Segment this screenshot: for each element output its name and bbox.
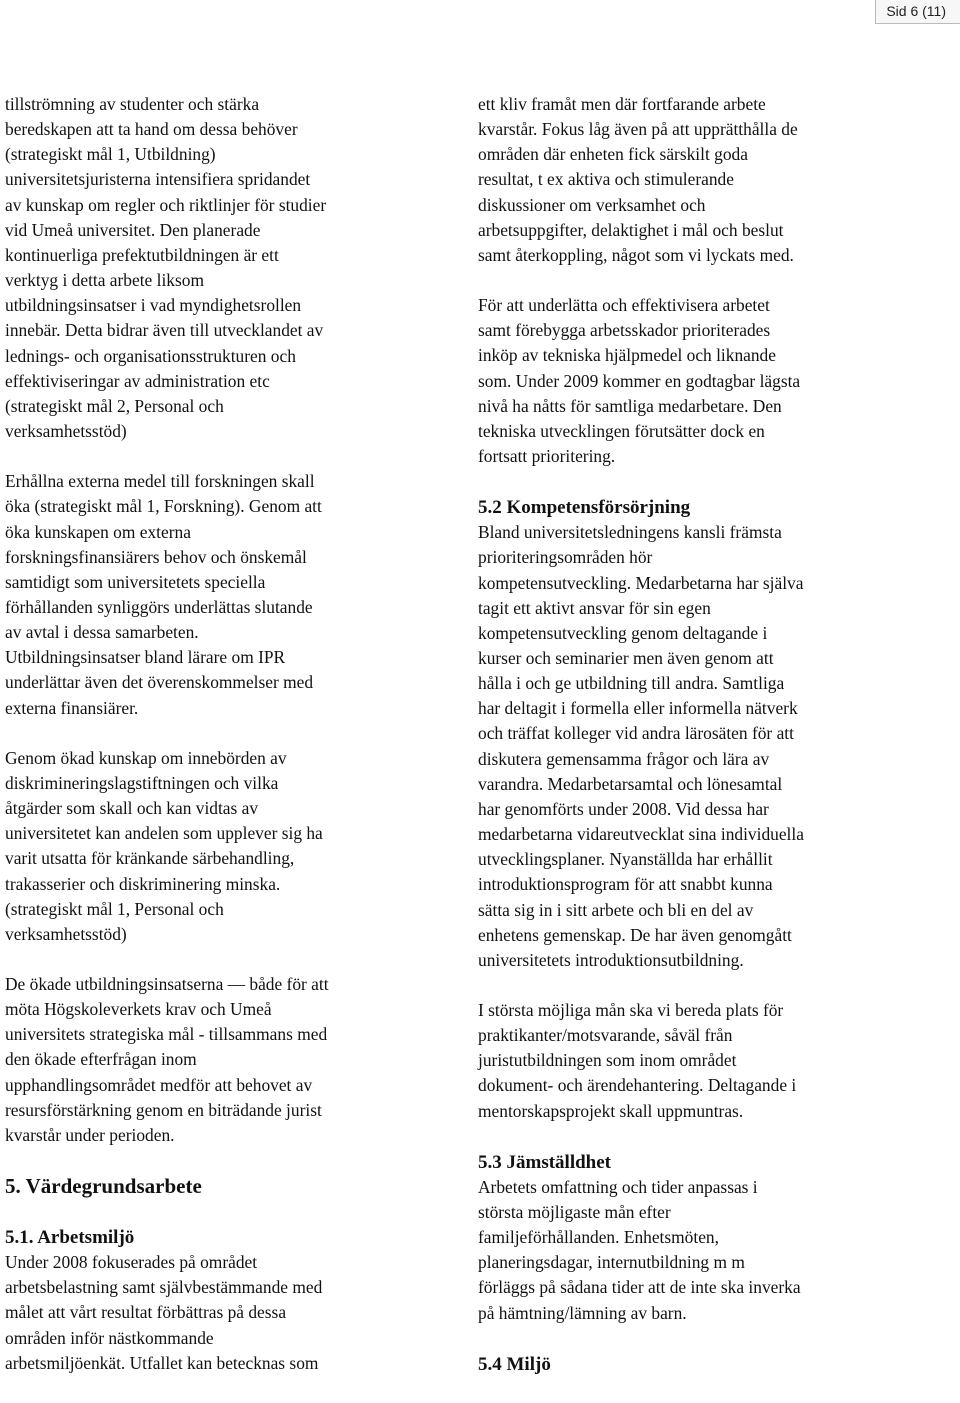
paragraph: Arbetets omfattning och tider anpassas i största möjligaste mån efter familjeförhållanden. Enhetsmöten, planeringsdagar, internutbildning m m förläggs på sådana tider att de inte ska inverka på hämtning/lämning av barn. <box>478 1176 801 1323</box>
paragraph: ett kliv framåt men där fortfarande arbete kvarstår. Fokus låg även på att upprätthålla de områden där enheten fick särskilt goda resultat, t ex aktiva och stimulerande diskussioner om verksamhet och arbetsuppgifter, delaktighet i mål och beslut samt återkoppling, något som vi lyckats med. <box>478 94 798 265</box>
paragraph: tillströmning av studenter och stärka beredskapen att ta hand om dessa behöver (strategiskt mål 1, Utbildning) universitetsjuristerna intensifiera spridandet av kunskap om regler och riktlinjer för studier vid Umeå universitet. Den planerade kontinuerliga prefektutbildningen är ett verktyg i detta arbete liksom utbildningsinsatser i vad myndighetsrollen innebär. Detta bidrar även till utvecklandet av lednings- och organisationsstrukturen och effektiviseringar av administration etc (strategiskt mål 2, Personal och verksamhetsstöd) <box>5 94 327 442</box>
paragraph: Genom ökad kunskap om innebörden av diskrimineringslagstiftningen och vilka åtgärder som skall och kan vidtas av universitetet kan andelen som upplever sig ha varit utsatta för kränkande särbehandling, trakasserier och diskriminering minska. (strategiskt mål 1, Personal och verksamhetsstöd) <box>5 747 323 944</box>
page-number: Sid 6 (11) <box>875 0 960 24</box>
subsection-heading: 5.4 Miljö <box>478 1353 551 1375</box>
paragraph: De ökade utbildningsinsatserna — både för att möta Högskoleverkets krav och Umeå universitets strategiska mål - tillsammans med den ökade efterfrågan inom upphandlingsområdet medför att behovet av resursförstärkning genom en biträdande jurist kvarstår under perioden. <box>5 974 329 1145</box>
right-column <box>478 92 908 1377</box>
subsection-heading: 5.1. Arbetsmiljö <box>5 1227 135 1249</box>
paragraph: Under 2008 fokuserades på området arbetsbelastning samt självbestämmande med målet att vårt resultat förbättras på dessa områden inför nästkommande arbetsmiljöenkät. Utfallet kan betecknas som <box>5 1252 323 1373</box>
paragraph: För att underlätta och effektivisera arbetet samt förebygga arbetsskador prioriterades inköp av tekniska hjälpmedel och liknande som. Under 2009 kommer en godtagbar lägsta nivå ha nåtts för samtliga medarbetare. Den tekniska utvecklingen förutsätter dock en fortsatt prioritering. <box>478 295 801 467</box>
subsection-heading: 5.3 Jämställdhet <box>478 1151 611 1173</box>
paragraph: Erhållna externa medel till forskningen skall öka (strategiskt mål 1, Forskning). Genom att öka kunskapen om externa forskningsfinansiärers behov och önskemål samtidigt som universitetets speciella förhållanden synliggörs underlättas slutande av avtal i dessa samarbeten. Utbildningsinsatser bland lärare om IPR underlättar även det överenskommelser med externa finansiärer. <box>5 471 322 718</box>
subsection-heading: 5.2 Kompetensförsörjning <box>478 497 691 519</box>
left-column <box>5 92 435 1376</box>
paragraph: Bland universitetsledningens kansli främsta prioriteringsområden hör kompetensutveckling. Medarbetarna har själva tagit ett aktivt ansvar för sin egen kompetensutveckling genom deltagande i kurser och seminarier men även genom att hålla i och ge utbildning till andra. Samtliga har deltagit i formella eller informella nätverk och träffat kolleger vid andra lärosäten för att diskutera gemensamma frågor och lära av varandra. Medarbetarsamtal och lönesamtal har genomförts under 2008. Vid dessa har medarbetarna vidareutvecklat sina individuella utvecklingsplaner. Nyanställda har erhållit introduktionsprogram för att snabbt kunna sätta sig in i sitt arbete och bli en del av enhetens gemenskap. De har även genomgått universitetets introduktionsutbildning. <box>478 522 804 970</box>
paragraph: I största möjliga mån ska vi bereda plats för praktikanter/motsvarande, såväl från juristutbildningen som inom området dokument- och ärendehantering. Deltagande i mentorskapsprojekt skall uppmuntras. <box>478 1000 797 1121</box>
section-heading: 5. Värdegrundsarbete <box>5 1174 202 1199</box>
